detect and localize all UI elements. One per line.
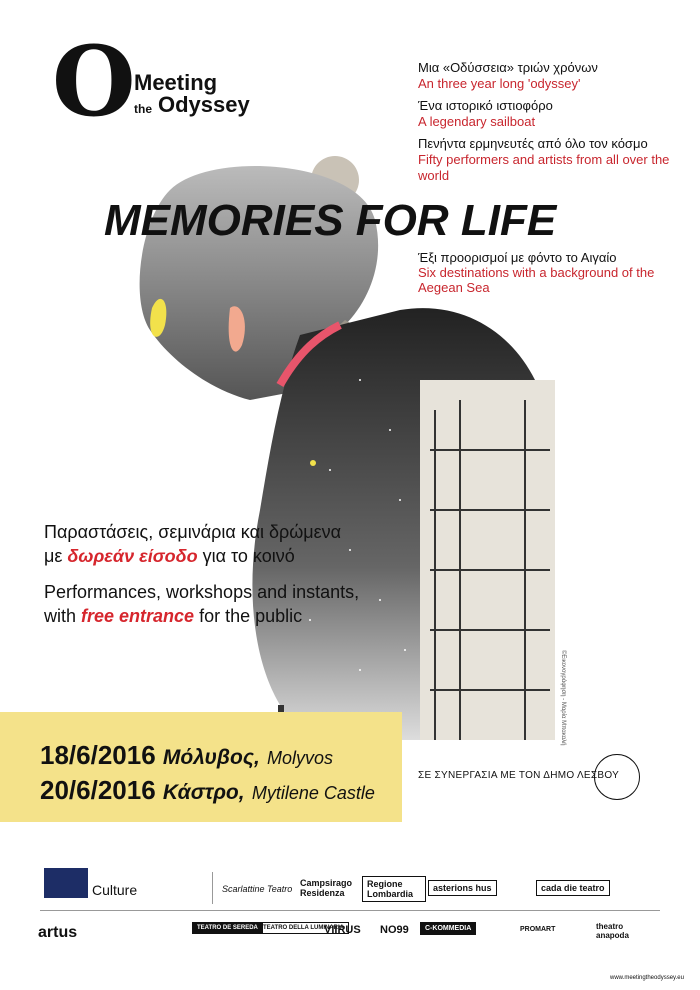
logo-letter: O — [52, 25, 136, 138]
sponsor-teatro-de-sereda: TEATRO DE SEREDA — [192, 922, 263, 934]
logo-meeting: Meeting — [134, 70, 218, 95]
date-line-2 — [40, 775, 375, 806]
place-en-2: Mytilene Castle — [251, 783, 375, 803]
sponsor-theatro-anapoda: theatro anapoda — [596, 922, 629, 940]
destinations-gr: Έξι προορισμοί με φόντο το Αιγαίο — [418, 250, 617, 265]
tagline-en-3: Fifty performers and artists from all over the world — [418, 152, 670, 183]
body-gr-prefix: με — [44, 546, 68, 566]
logo-odyssey: Odyssey — [158, 92, 250, 117]
municipality-seal-icon — [594, 754, 640, 800]
sponsor-divider — [40, 910, 660, 911]
place-gr-2: Κάστρο, — [162, 781, 245, 804]
body-en-highlight: free entrance — [81, 606, 195, 626]
date-2: 20/6/2016 — [40, 775, 156, 805]
event-dates — [40, 740, 375, 810]
divider — [212, 872, 213, 904]
body-gr-line1: Παραστάσεις, σεμινάρια και δρώμενα — [44, 522, 342, 542]
date-line-1 — [40, 740, 375, 771]
logo-the: the — [134, 102, 152, 116]
meeting-the-odyssey-logo — [52, 25, 292, 138]
sponsor-regione-lombardia: Regione Lombardia — [362, 876, 426, 902]
sponsor-asterions-hus: asterions hus — [428, 880, 497, 896]
culture-label: Culture — [92, 882, 138, 898]
body-gr-suffix: για το κοινό — [197, 546, 295, 566]
place-en-1: Molyvos — [267, 748, 334, 768]
taglines-destinations — [418, 250, 688, 295]
yellow-dot — [310, 460, 316, 466]
body-en-prefix: with — [44, 606, 82, 626]
sponsor-scarlattine: Scarlattine Teatro — [222, 884, 293, 894]
date-1: 18/6/2016 — [40, 740, 156, 770]
tagline-gr-2: Ένα ιστορικό ιστιοφόρο — [418, 98, 553, 113]
sponsor-campsirago: Campsirago Residenza — [300, 878, 353, 898]
body-text-en — [44, 580, 384, 628]
body-en-line1: Performances, workshops and instants, — [44, 582, 360, 602]
sponsor-artus: artus — [38, 924, 78, 941]
sponsor-promart: PROMART — [520, 926, 556, 933]
headline: MEMORIES FOR LIFE — [104, 196, 557, 245]
destinations-en: Six destinations with a background of the Aegean Sea — [418, 265, 655, 295]
tagline-gr-1: Μια «Οδύσσεια» τριών χρόνων — [418, 60, 598, 75]
tagline-gr-3: Πενήντα ερμηνευτές από όλο τον κόσμο — [418, 136, 648, 151]
sponsor-teatro-luminaria: TEATRO DELLA LUMINARIA — [258, 922, 349, 934]
eu-flag-icon — [44, 868, 88, 898]
tagline-en-2: A legendary sailboat — [418, 114, 536, 129]
body-text-gr — [44, 520, 384, 568]
building-photo — [420, 380, 555, 740]
tagline-en-1: An three year long 'odyssey' — [418, 76, 581, 91]
sponsor-c-kommedia: C-KOMMEDIA — [420, 922, 476, 935]
website-url[interactable]: www.meetingtheodyssey.eu — [610, 975, 684, 981]
cooperation-text: ΣΕ ΣΥΝΕΡΓΑΣΙΑ ΜΕ ΤΟΝ ΔΗΜΟ ΛΕΣΒΟΥ — [418, 770, 620, 781]
place-gr-1: Μόλυβος, — [162, 746, 260, 769]
photo-credit: ©Εικονογράφηση - Μαρία Μπακαλή — [560, 650, 566, 746]
body-en-suffix: for the public — [194, 606, 303, 626]
sponsor-viirus: VIIRUS — [324, 924, 361, 936]
building-stairs — [430, 400, 550, 740]
body-gr-highlight: δωρεάν είσοδο — [67, 546, 198, 566]
sponsor-no99: NO99 — [380, 924, 409, 936]
sponsor-cada-die-teatro: cada die teatro — [536, 880, 610, 896]
